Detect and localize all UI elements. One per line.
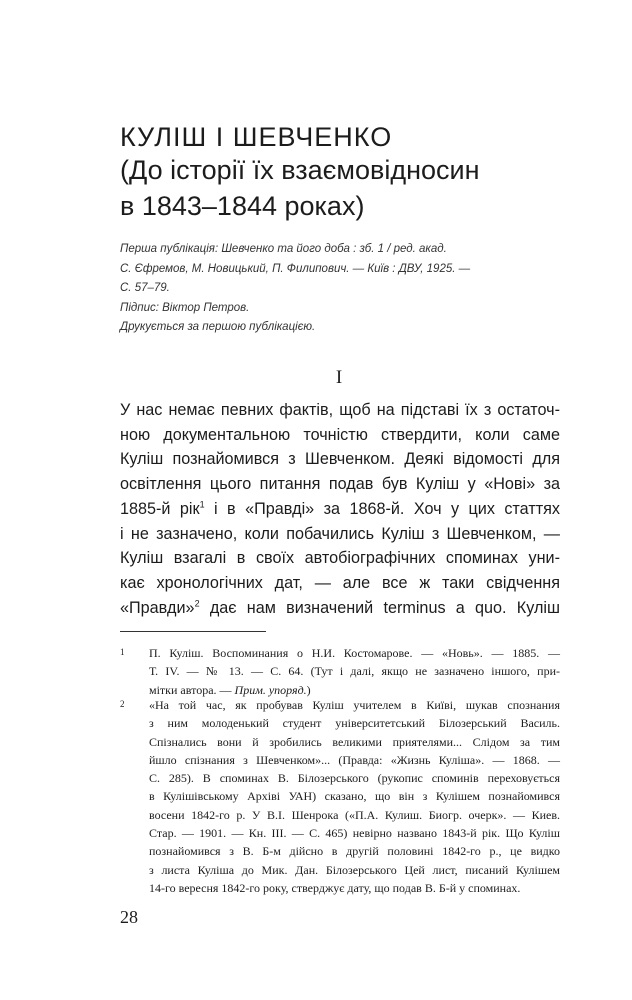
page-number: 28 [120, 907, 138, 927]
body-line: освітлення цього питання подав був Куліш у «Нові» за [120, 475, 560, 494]
subtitle-line: в 1843–1844 роках) [120, 191, 365, 221]
footnote-2 [120, 696, 560, 897]
footnote-line: 14-го вересня 1842-го року, стверджує дату, що подав В. Б-й у споминах. [149, 880, 521, 895]
body-line: Куліш познайомився з Шевченком. Деякі відомості для [120, 450, 560, 469]
chapter-title: КУЛІШ І ШЕВЧЕНКО [120, 122, 393, 152]
footnote-line: П. Куліш. Воспоминания о Н.И. Костомарове. — «Новь». — 1885. — [149, 646, 560, 660]
body-text-segment: і в «Правді» за 1868-й. Хоч у цих статтях [204, 499, 561, 518]
footnote-line: «На той час, як пробував Куліш учителем в Київі, шукав спознания [149, 698, 560, 712]
footnote-line: з листа Куліша до Мик. Дан. Білозерського Цей лист, писаний Кулішем [149, 862, 560, 877]
body-text-segment: «Правди» [120, 598, 195, 617]
body-line: У нас немає певних фактів, щоб на підставі їх з остаточ- [120, 401, 560, 419]
meta-line: С. 57–79. [120, 282, 170, 295]
subtitle-line: (До історії їх взаємовідносин [120, 155, 480, 185]
meta-line: Підпис: Віктор Петров. [120, 301, 250, 314]
meta-line: С. Єфремов, М. Новицький, П. Филипович. — Київ : ДВУ, 1925. — [120, 262, 471, 275]
meta-line: Друкується за першою публікацією. [120, 321, 316, 334]
footnote-text: мітки автора. — [149, 682, 235, 697]
footnote-divider [120, 631, 266, 632]
chapter-subtitle [120, 152, 590, 224]
footnote-line: С. 285). В споминах В. Білозерського (рукопис споминів переховується [149, 771, 560, 786]
footnote-text: ) [306, 682, 311, 697]
body-line: ною документальною точністю ствердити, коли саме [120, 425, 560, 444]
footnote-ref-2: 2 [194, 598, 200, 609]
body-line [120, 497, 560, 522]
meta-line: Перша публікація: Шевченко та його доба : зб. 1 / ред. акад. [120, 243, 447, 255]
footnote-line: Спізнались вони й зробились великими приятелями... Слідом за тим [149, 734, 560, 749]
body-text-segment: дає нам визначений terminus a quo. Куліш [199, 598, 560, 617]
footnote-body [149, 644, 560, 699]
body-text-segment: 1885-й рік [120, 499, 200, 518]
body-paragraph [120, 398, 560, 620]
publication-info [120, 240, 580, 338]
footnote-line: восени 1842-го р. У В.І. Шенрока («П.А. Кулиш. Биогр. очерк». — Киев. [149, 807, 560, 822]
footnote-line: в Кулішівському Архіві УАН) сказано, що він з Кулішем познайомився [149, 789, 560, 804]
body-line: кає хронологічних дат, — але все ж таки свідчення [120, 573, 560, 592]
footnote-line: познайомився з В. Б-м дійсно в другій половині 1842-го р., це видко [149, 844, 560, 859]
body-line [120, 596, 560, 621]
body-line: Куліш взагалі в своїх автобіографічних споминах уни- [120, 549, 560, 568]
footnote-line: Стар. — 1901. — Кн. III. — С. 465) невірно названо 1843-й рік. Що Куліш [149, 826, 560, 841]
footnote-mark: 1 [120, 647, 125, 657]
body-line: і не зазначено, коли побачились Куліш з Шевченком, — [120, 524, 560, 543]
footnote-line: з ним молоденький студент університетський Білозерський Василь. [149, 716, 560, 731]
section-number: I [335, 367, 343, 388]
footnote-line: йшло спізнания з Шевченком»... (Правда: «Жизнь Куліша». — 1868. — [149, 752, 560, 767]
footnote-mark: 2 [120, 699, 125, 709]
footnote-italic-text: Прим. упоряд. [234, 682, 307, 697]
footnote-body [149, 696, 560, 897]
footnote-1 [120, 644, 560, 699]
footnote-ref-1: 1 [199, 499, 205, 510]
footnote-line: Т. IV. — № 13. — С. 64. (Тут і далі, якщо не зазначено іншого, при- [149, 664, 560, 679]
